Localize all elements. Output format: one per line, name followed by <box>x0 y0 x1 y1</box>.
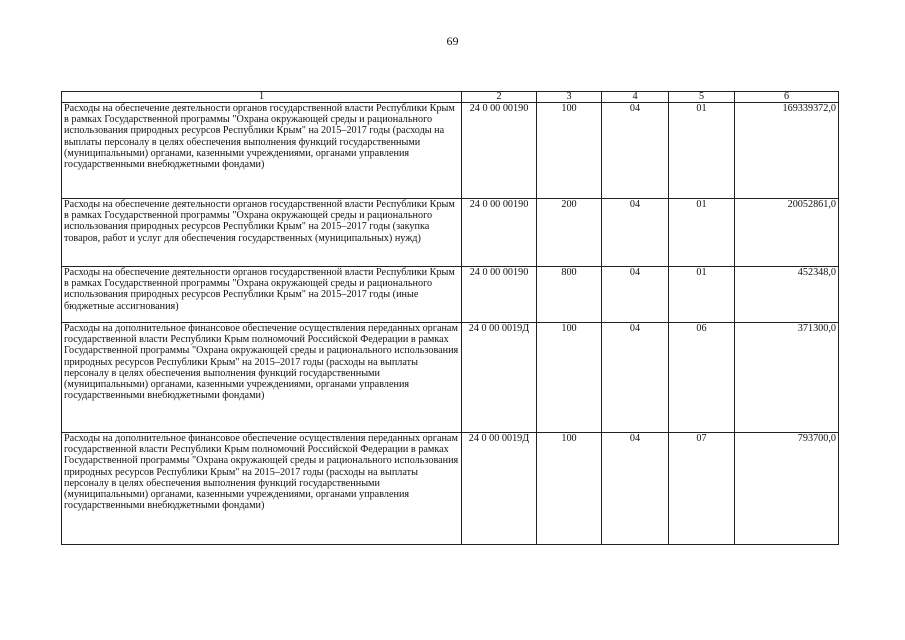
amount-value: 20052861,0 <box>735 199 839 267</box>
table-row <box>62 103 839 199</box>
subsection-code: 01 <box>669 267 735 323</box>
target-article-code: 24 0 00 0019Д <box>462 323 537 433</box>
expense-type-code: 100 <box>537 103 602 199</box>
amount-value: 793700,0 <box>735 433 839 545</box>
table-row <box>62 199 839 267</box>
column-header: 6 <box>735 92 839 103</box>
expense-type-code: 100 <box>537 433 602 545</box>
table-row <box>62 267 839 323</box>
column-header: 5 <box>669 92 735 103</box>
expense-description: Расходы на дополнительное финансовое обеспечение осуществления переданных органам государственной власти Республики Крым полномочий Российской Федерации в рамках Государственной программы "Охрана окружающей среды и рационального использования природных ресурсов Республики Крым" на 2015–2017 годы (расходы на выплаты персоналу в целях обеспечения выполнения функций государственными (муниципальными) органами, казенными учреждениями, органами управления государственными внебюджетными фондами) <box>62 433 462 545</box>
subsection-code: 07 <box>669 433 735 545</box>
target-article-code: 24 0 00 00190 <box>462 267 537 323</box>
section-code: 04 <box>602 267 669 323</box>
target-article-code: 24 0 00 00190 <box>462 103 537 199</box>
section-code: 04 <box>602 199 669 267</box>
expense-description: Расходы на обеспечение деятельности органов государственной власти Республики Крым в рамках Государственной программы "Охрана окружающей среды и рационального использования природных ресурсов Республики Крым" на 2015–2017 годы (иные бюджетные ассигнования) <box>62 267 462 323</box>
column-header: 2 <box>462 92 537 103</box>
subsection-code: 06 <box>669 323 735 433</box>
section-code: 04 <box>602 323 669 433</box>
budget-table <box>61 91 839 545</box>
table-row <box>62 323 839 433</box>
table-header-row <box>62 92 839 103</box>
page-number: 69 <box>446 34 459 48</box>
subsection-code: 01 <box>669 199 735 267</box>
expense-description: Расходы на дополнительное финансовое обеспечение осуществления переданных органам государственной власти Республики Крым полномочий Российской Федерации в рамках Государственной программы "Охрана окружающей среды и рационального использования природных ресурсов Республики Крым" на 2015–2017 годы (расходы на выплаты персоналу в целях обеспечения выполнения функций государственными (муниципальными) органами, казенными учреждениями, органами управления государственными внебюджетными фондами) <box>62 323 462 433</box>
table-row <box>62 433 839 545</box>
expense-description: Расходы на обеспечение деятельности органов государственной власти Республики Крым в рамках Государственной программы "Охрана окружающей среды и рационального использования природных ресурсов Республики Крым" на 2015–2017 годы (закупка товаров, работ и услуг для обеспечения государственных (муниципальных) нужд) <box>62 199 462 267</box>
expense-type-code: 100 <box>537 323 602 433</box>
column-header: 4 <box>602 92 669 103</box>
amount-value: 169339372,0 <box>735 103 839 199</box>
expense-type-code: 200 <box>537 199 602 267</box>
column-header: 3 <box>537 92 602 103</box>
amount-value: 371300,0 <box>735 323 839 433</box>
target-article-code: 24 0 00 0019Д <box>462 433 537 545</box>
subsection-code: 01 <box>669 103 735 199</box>
target-article-code: 24 0 00 00190 <box>462 199 537 267</box>
section-code: 04 <box>602 433 669 545</box>
column-header: 1 <box>62 92 462 103</box>
expense-type-code: 800 <box>537 267 602 323</box>
expense-description: Расходы на обеспечение деятельности органов государственной власти Республики Крым в рамках Государственной программы "Охрана окружающей среды и рационального использования природных ресурсов Республики Крым" на 2015–2017 годы (расходы на выплаты персоналу в целях обеспечения выполнения функций государственными (муниципальными) органами, казенными учреждениями, органами управления государственными внебюджетными фондами) <box>62 103 462 199</box>
amount-value: 452348,0 <box>735 267 839 323</box>
section-code: 04 <box>602 103 669 199</box>
